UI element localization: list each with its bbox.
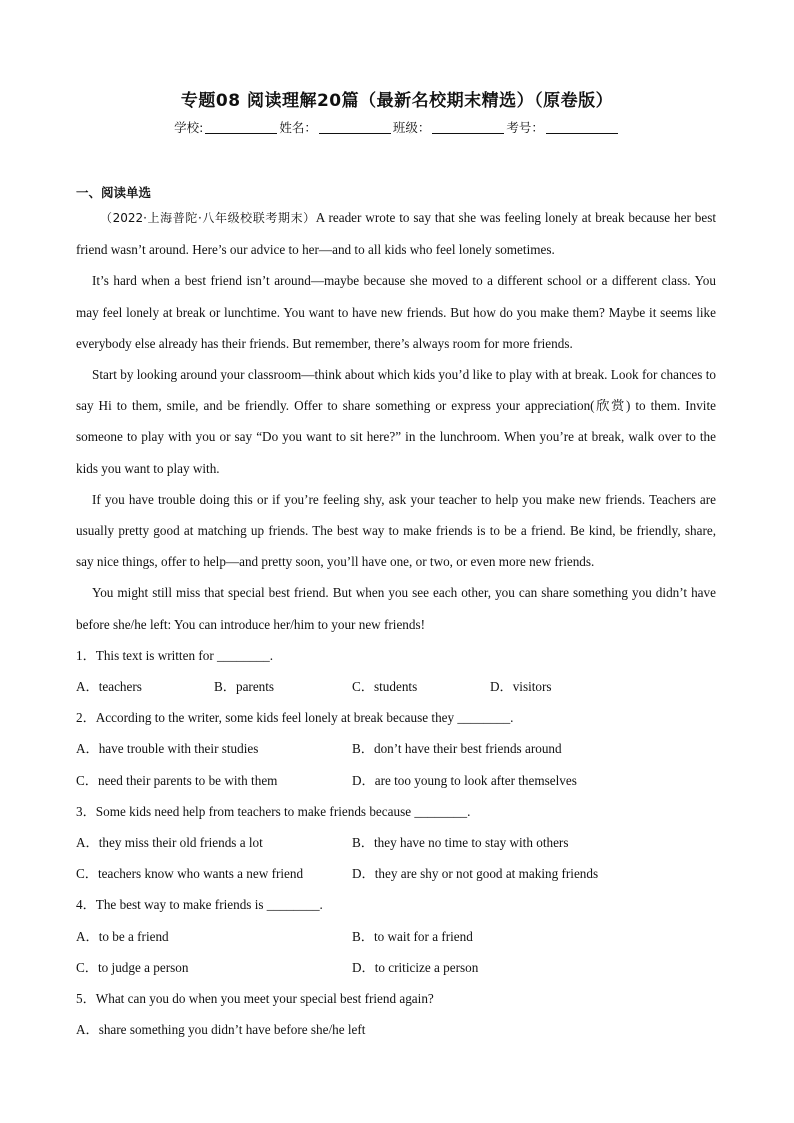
- question-4-options-row-2: [76, 952, 716, 983]
- question-3-option-b[interactable]: B．they have no time to stay with others: [352, 835, 569, 851]
- question-2-option-d[interactable]: D．are too young to look after themselves: [352, 772, 577, 788]
- question-1-option-d[interactable]: D．visitors: [490, 679, 552, 695]
- question-3-option-c[interactable]: C．teachers know who wants a new friend: [76, 866, 304, 882]
- name-blank[interactable]: [319, 121, 391, 134]
- class-blank[interactable]: [432, 121, 504, 134]
- question-1-stem: 1．This text is written for ________.: [76, 647, 274, 663]
- question-1-option-b[interactable]: B．parents: [214, 679, 275, 695]
- student-info-line: [0, 118, 794, 136]
- question-1-option-c[interactable]: C．students: [352, 679, 418, 695]
- exam-number-blank[interactable]: [546, 121, 618, 134]
- question-2-options-row-2: [76, 765, 716, 796]
- question-4-options-row-1: [76, 921, 716, 952]
- passage-paragraph: Start by looking around your classroom—think about which kids you’d like to play with at break. Look for chances to say Hi to them, smile, and be friendly. Offer to share something or express your appreciation(欣赏) to them. Invite someone to play with you or say “Do you want to sit here?” in the lunchroom. When you’re at break, walk over to the kids you want to play with.: [76, 367, 716, 476]
- question-5-option-a[interactable]: A．share something you didn’t have before she/he left: [76, 1022, 366, 1038]
- passage-paragraph: [76, 202, 716, 265]
- question-4-option-a[interactable]: A．to be a friend: [76, 928, 169, 944]
- question-4-option-d[interactable]: D．to criticize a person: [352, 959, 479, 975]
- passage-paragraph: If you have trouble doing this or if you’re feeling shy, ask your teacher to help you make new friends. Teachers are usually pretty good at matching up friends. The best way to make friends is to be a friend. Be kind, be friendly, share, say nice things, offer to help—and pretty soon, you’ll have one, or two, or even more new friends.: [76, 491, 716, 570]
- question-2-option-b[interactable]: B．don’t have their best friends around: [352, 741, 562, 757]
- question-1-option-a[interactable]: A．teachers: [76, 679, 142, 695]
- passage-paragraph: You might still miss that special best friend. But when you see each other, you can share something you didn’t have before she/he left: You can introduce her/him to your new friends!: [76, 585, 716, 632]
- question-1-options: [76, 671, 716, 702]
- document-body: [76, 202, 716, 1045]
- question-4-option-c[interactable]: C．to judge a person: [76, 959, 189, 975]
- question-5-options: [76, 1014, 716, 1045]
- question-3-options-row-2: [76, 858, 716, 889]
- question-3-stem: 3．Some kids need help from teachers to make friends because ________.: [76, 803, 471, 819]
- question-3-options-row-1: [76, 827, 716, 858]
- school-blank[interactable]: [205, 121, 277, 134]
- class-label: 班级：: [392, 120, 431, 135]
- page-title: 专题08 阅读理解20篇（最新名校期末精选）（原卷版）: [180, 91, 614, 111]
- question-3-option-d[interactable]: D．they are shy or not good at making friends: [352, 866, 599, 882]
- passage-paragraph: It’s hard when a best friend isn’t around—maybe because she moved to a different school or a different class. You may feel lonely at break or lunchtime. You want to have new friends. But how do you make them? Maybe it seems like everybody else already has their friends. But remember, there’s always room for more friends.: [76, 273, 716, 351]
- question-2-options-row-1: [76, 733, 716, 764]
- question-3-option-a[interactable]: A．they miss their old friends a lot: [76, 835, 263, 851]
- passage-source: （2022·上海普陀·八年级校联考期末）: [100, 211, 316, 225]
- school-label: 学校:: [174, 120, 204, 135]
- question-4-stem: 4．The best way to make friends is ________.: [76, 897, 323, 913]
- section-heading: 一、阅读单选: [76, 185, 152, 200]
- exam-number-label: 考号：: [506, 120, 544, 135]
- paragraph-text: A reader wrote to say that she was feeling lonely at break because her best friend wasn’t around. Here’s our advice to her—and to all kids who feel lonely sometimes.: [76, 210, 716, 258]
- question-4-option-b[interactable]: B．to wait for a friend: [352, 928, 473, 944]
- question-2-stem: 2．According to the writer, some kids feel lonely at break because they ________.: [76, 710, 514, 726]
- question-5-stem: 5．What can you do when you meet your special best friend again?: [76, 991, 434, 1007]
- name-label: 姓名：: [279, 120, 317, 135]
- question-2-option-a[interactable]: A．have trouble with their studies: [76, 741, 259, 757]
- question-2-option-c[interactable]: C．need their parents to be with them: [76, 772, 278, 788]
